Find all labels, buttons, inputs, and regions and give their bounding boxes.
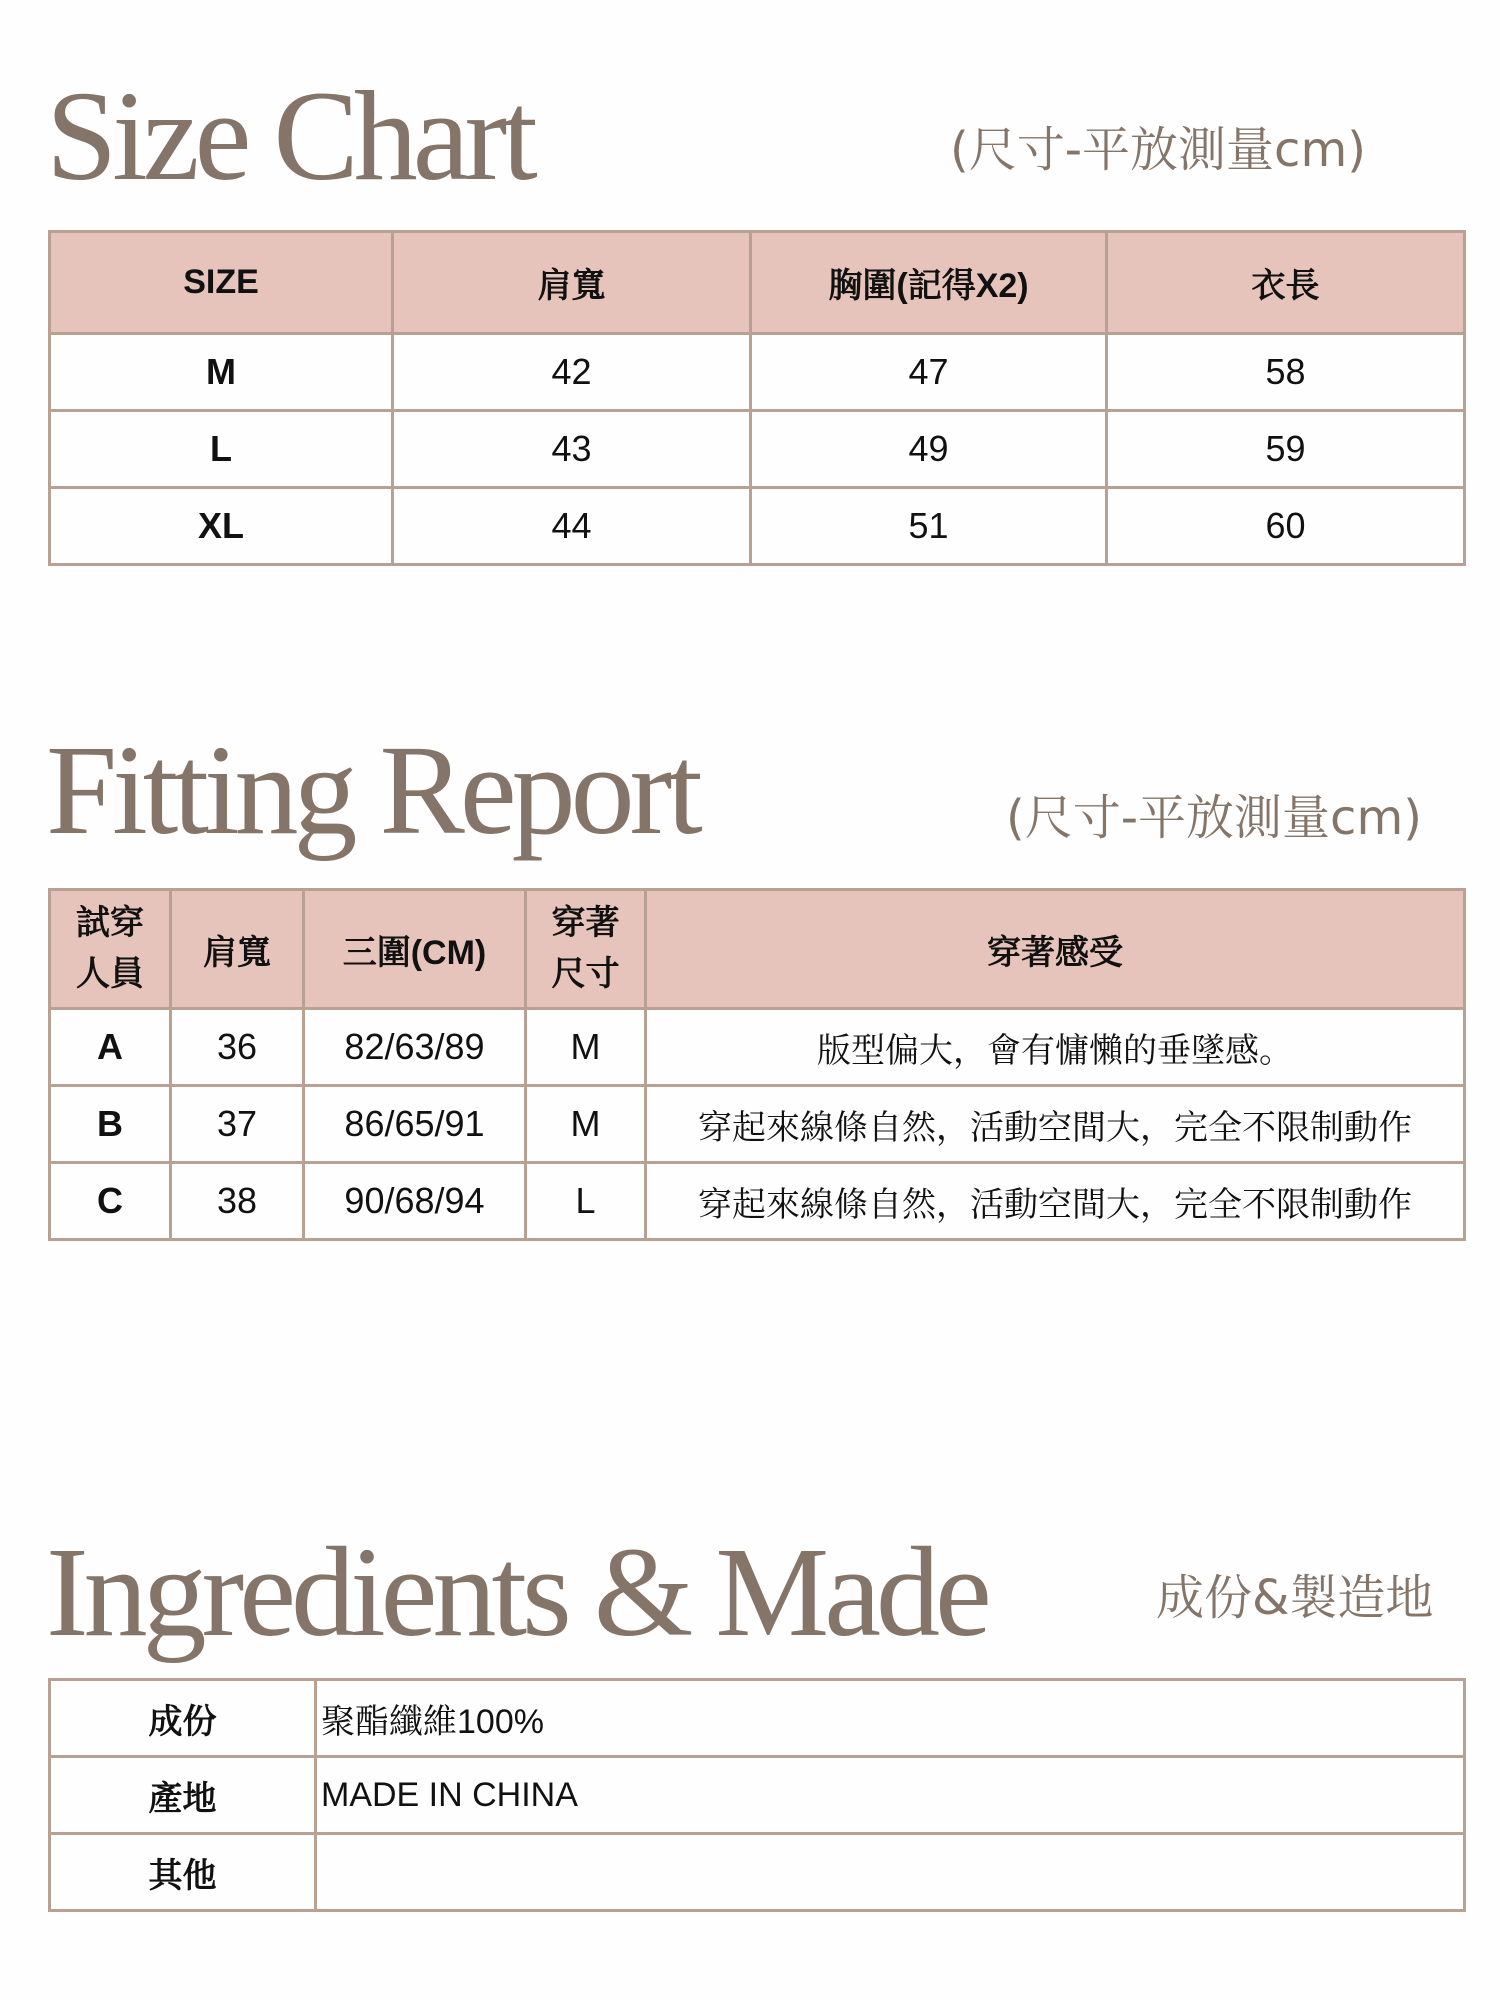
- table-cell: L: [526, 1163, 646, 1240]
- table-cell: 47: [751, 334, 1107, 411]
- header-cell: [526, 890, 646, 1009]
- size-cell: L: [50, 411, 393, 488]
- header-cell: 穿著感受: [646, 890, 1465, 1009]
- header-cell: [50, 890, 171, 1009]
- table-cell: 60: [1107, 488, 1465, 565]
- size-chart-table: [48, 230, 1466, 566]
- row-value: MADE IN CHINA: [316, 1757, 1465, 1834]
- table-cell: M: [526, 1086, 646, 1163]
- table-cell: 90/68/94: [304, 1163, 526, 1240]
- row-label: 其他: [50, 1834, 316, 1911]
- tester-cell: A: [50, 1009, 171, 1086]
- table-row: [50, 1086, 1465, 1163]
- table-row: [50, 411, 1465, 488]
- table-row: [50, 1009, 1465, 1086]
- ingredients-subtitle: 成份&製造地: [1156, 1570, 1434, 1626]
- fitting-report-title: Fitting Report: [46, 719, 698, 861]
- row-value: [316, 1834, 1465, 1911]
- feedback-cell: 穿起來線條自然，活動空間大，完全不限制動作: [646, 1086, 1465, 1163]
- table-cell: 38: [171, 1163, 304, 1240]
- fitting-report-table: [48, 888, 1466, 1241]
- fitting-report-subtitle: (尺寸-平放測量cm): [1006, 790, 1422, 846]
- table-header-row: [50, 232, 1465, 334]
- size-cell: XL: [50, 488, 393, 565]
- table-cell: M: [526, 1009, 646, 1086]
- size-chart-subtitle: (尺寸-平放測量cm): [950, 122, 1366, 178]
- table-row: [50, 1680, 1465, 1757]
- table-cell: 58: [1107, 334, 1465, 411]
- header-label: 穿著尺寸: [551, 904, 620, 993]
- table-row: [50, 488, 1465, 565]
- ingredients-title: Ingredients & Made: [46, 1521, 987, 1663]
- size-chart-title: Size Chart: [46, 65, 533, 207]
- table-row: [50, 1163, 1465, 1240]
- table-row: [50, 1757, 1465, 1834]
- feedback-cell: 穿起來線條自然，活動空間大，完全不限制動作: [646, 1163, 1465, 1240]
- tester-cell: C: [50, 1163, 171, 1240]
- header-label: 試穿人員: [75, 904, 144, 993]
- header-cell: 衣長: [1107, 232, 1465, 334]
- table-cell: 36: [171, 1009, 304, 1086]
- table-cell: 51: [751, 488, 1107, 565]
- table-cell: 49: [751, 411, 1107, 488]
- table-cell: 43: [393, 411, 751, 488]
- row-label: 產地: [50, 1757, 316, 1834]
- header-cell: SIZE: [50, 232, 393, 334]
- table-cell: 86/65/91: [304, 1086, 526, 1163]
- header-cell: 肩寬: [171, 890, 304, 1009]
- feedback-cell: 版型偏大，會有慵懶的垂墜感。: [646, 1009, 1465, 1086]
- ingredients-table: [48, 1678, 1466, 1912]
- tester-cell: B: [50, 1086, 171, 1163]
- table-cell: 42: [393, 334, 751, 411]
- table-row: [50, 334, 1465, 411]
- table-cell: 44: [393, 488, 751, 565]
- table-cell: 82/63/89: [304, 1009, 526, 1086]
- row-label: 成份: [50, 1680, 316, 1757]
- table-header-row: [50, 890, 1465, 1009]
- size-cell: M: [50, 334, 393, 411]
- row-value: 聚酯纖維100%: [316, 1680, 1465, 1757]
- table-cell: 59: [1107, 411, 1465, 488]
- table-cell: 37: [171, 1086, 304, 1163]
- header-cell: 肩寬: [393, 232, 751, 334]
- header-cell: 胸圍(記得X2): [751, 232, 1107, 334]
- table-row: [50, 1834, 1465, 1911]
- header-cell: 三圍(CM): [304, 890, 526, 1009]
